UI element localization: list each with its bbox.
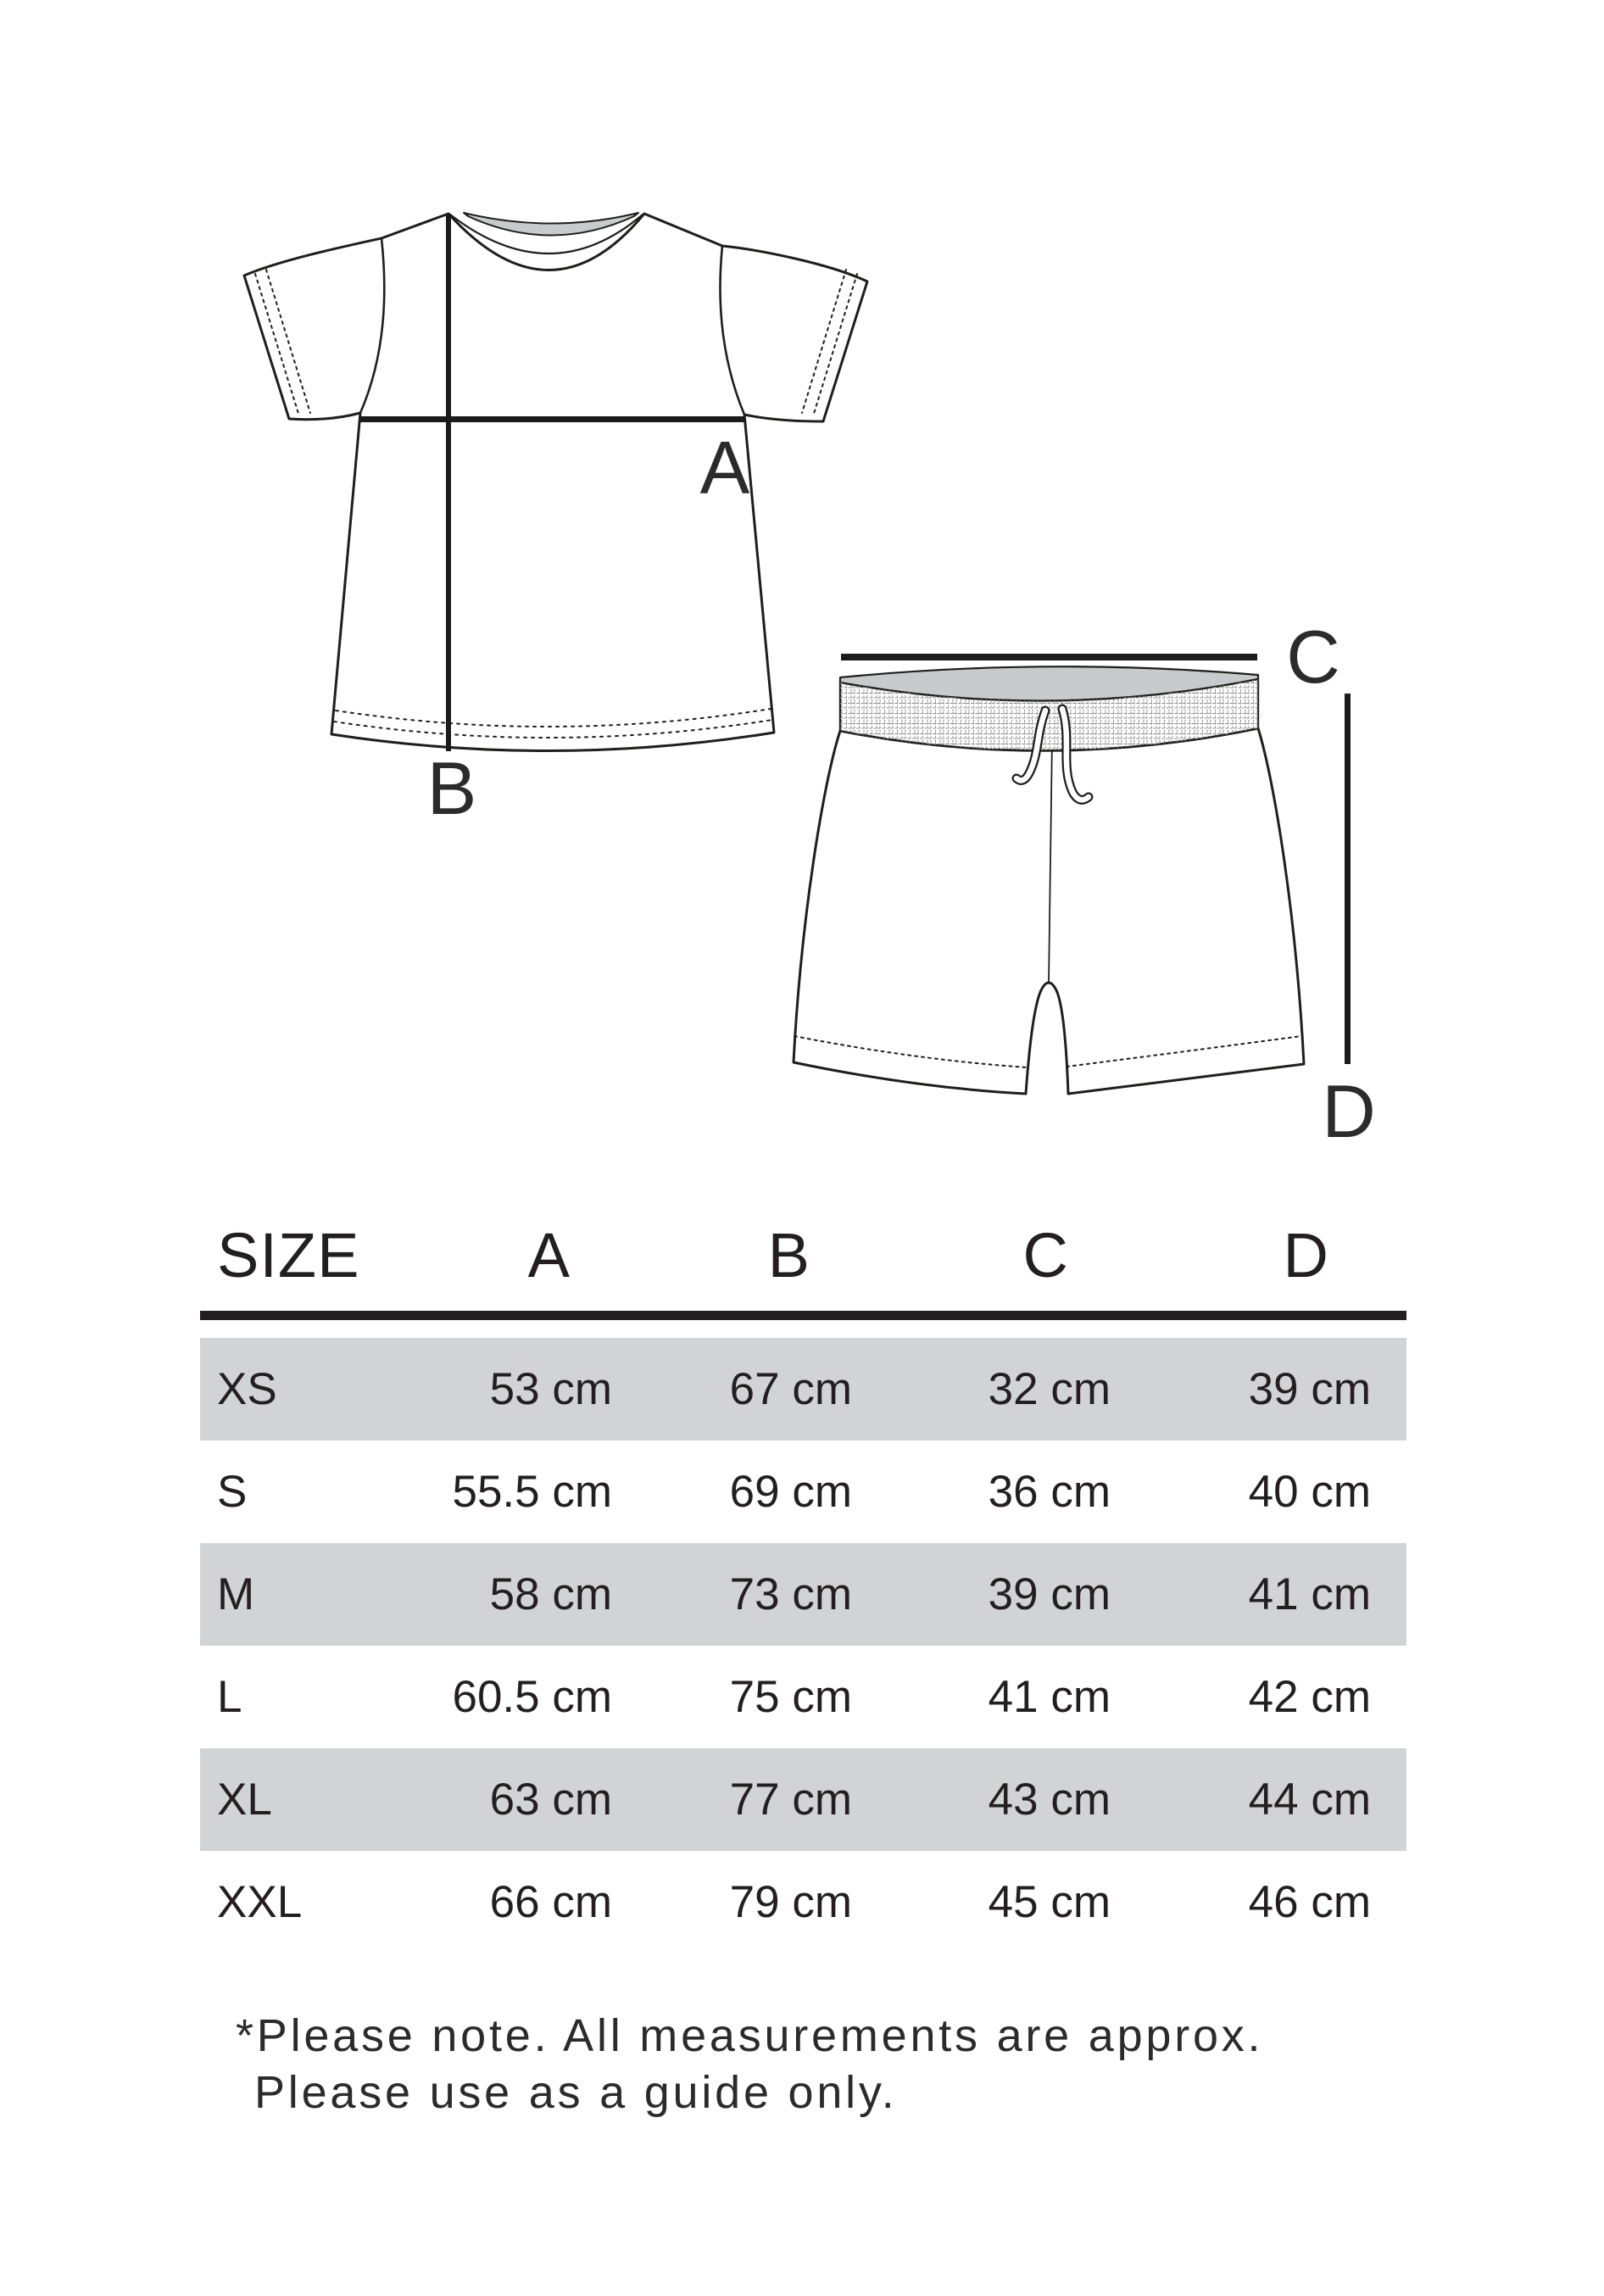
value-cell-c: 41 cm (988, 1672, 1111, 1722)
measure-line-a (359, 416, 745, 422)
measure-label-d: D (1322, 1069, 1376, 1153)
value-cell-d: 41 cm (1248, 1569, 1371, 1619)
value-cell-c: 43 cm (988, 1775, 1111, 1825)
measure-line-d (1345, 694, 1351, 1064)
table-row-xxl (200, 1851, 1406, 1953)
size-table-header-row (200, 1212, 1406, 1311)
value-cell-a: 55.5 cm (452, 1467, 612, 1517)
value-cell-b: 69 cm (729, 1467, 852, 1517)
value-cell-a: 63 cm (489, 1775, 612, 1825)
size-table (200, 1212, 1406, 1953)
disclaimer-note (236, 2008, 1263, 2121)
table-row-m (200, 1543, 1406, 1646)
value-cell-b: 77 cm (729, 1775, 852, 1825)
value-cell-a: 53 cm (489, 1364, 612, 1414)
value-cell-d: 40 cm (1248, 1467, 1371, 1517)
value-cell-a: 60.5 cm (452, 1672, 612, 1722)
value-cell-d: 39 cm (1248, 1364, 1371, 1414)
measure-label-c: C (1286, 615, 1340, 699)
size-table-body (200, 1338, 1406, 1953)
header-c: C (1022, 1219, 1069, 1290)
value-cell-d: 42 cm (1248, 1672, 1371, 1722)
value-cell-c: 45 cm (988, 1877, 1111, 1927)
header-d: D (1283, 1219, 1329, 1290)
measure-line-b (446, 214, 451, 751)
shorts-drawing (794, 666, 1304, 1094)
measure-line-c (841, 654, 1257, 660)
table-row-l (200, 1646, 1406, 1748)
value-cell-b: 79 cm (729, 1877, 852, 1927)
measure-label-b: B (426, 746, 477, 830)
table-row-xs (200, 1338, 1406, 1441)
size-cell: XS (217, 1364, 277, 1414)
shorts-outline (794, 728, 1304, 1094)
size-cell: M (217, 1569, 255, 1619)
size-cell: XXL (217, 1877, 303, 1927)
measure-label-a: A (699, 426, 750, 510)
value-cell-c: 36 cm (988, 1467, 1111, 1517)
value-cell-a: 58 cm (489, 1569, 612, 1619)
header-size: SIZE (217, 1219, 360, 1290)
size-cell: XL (217, 1775, 272, 1825)
note-line-1: *Please note. All measurements are approx. (236, 2010, 1264, 2061)
header-a: A (527, 1219, 571, 1290)
value-cell-c: 32 cm (988, 1364, 1111, 1414)
size-cell: L (217, 1672, 242, 1722)
value-cell-b: 73 cm (729, 1569, 852, 1619)
header-b: B (767, 1219, 810, 1290)
value-cell-c: 39 cm (988, 1569, 1111, 1619)
value-cell-b: 67 cm (729, 1364, 852, 1414)
table-row-xl (200, 1748, 1406, 1851)
value-cell-a: 66 cm (489, 1877, 612, 1927)
value-cell-d: 44 cm (1248, 1775, 1371, 1825)
table-row-s (200, 1441, 1406, 1543)
tshirt-neck-inside (464, 213, 638, 236)
header-rule (200, 1311, 1406, 1320)
value-cell-d: 46 cm (1248, 1877, 1371, 1927)
value-cell-b: 75 cm (729, 1672, 852, 1722)
note-line-2: Please use as a guide only. (254, 2067, 898, 2118)
size-cell: S (217, 1467, 248, 1517)
